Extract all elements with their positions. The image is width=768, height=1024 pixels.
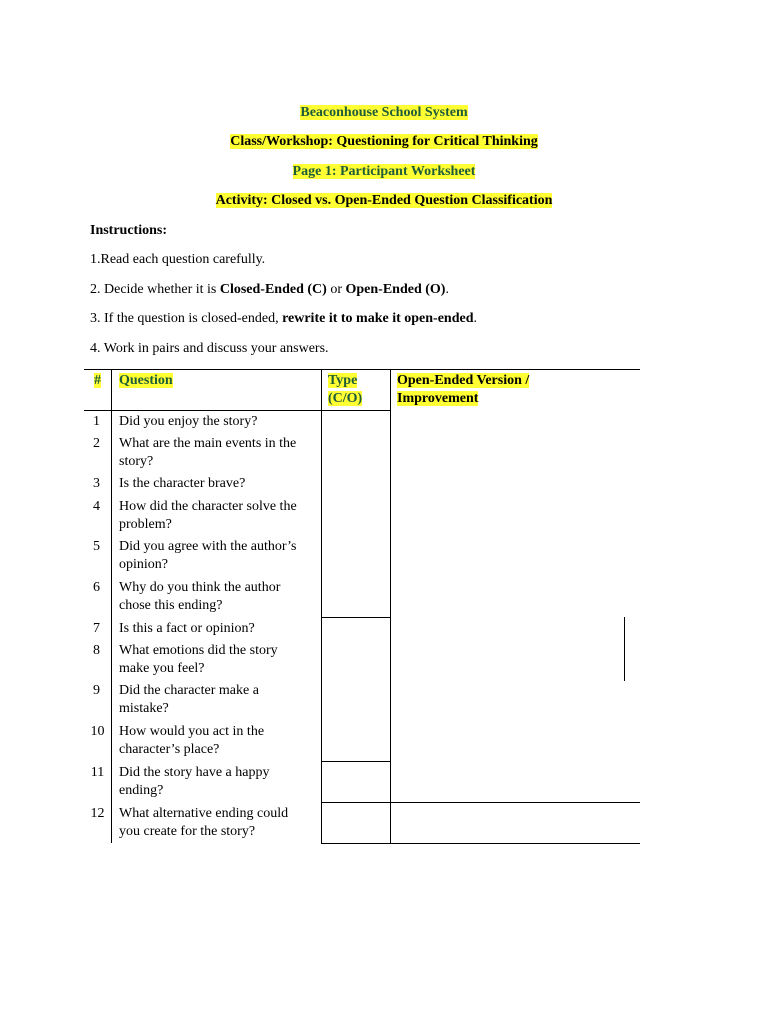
table-bottom-border	[321, 843, 640, 844]
question-text-cont: story?	[119, 454, 154, 469]
header-open-ended	[397, 372, 529, 408]
header-question	[119, 372, 173, 390]
header-num-text: #	[94, 373, 101, 388]
header-type-line2: (C/O)	[328, 391, 363, 406]
question-text: Is this a fact or opinion?	[119, 621, 255, 636]
row-number: 1	[93, 414, 100, 429]
row-question	[119, 620, 319, 638]
header-type-line1: Type	[328, 373, 358, 388]
instruction-step-2	[90, 281, 449, 299]
school-name-text: Beaconhouse School System	[300, 105, 468, 120]
row-number: 6	[93, 580, 100, 595]
row-question	[119, 435, 319, 471]
question-text: Did you agree with the author’s	[119, 539, 297, 554]
header-bottom-border	[84, 410, 390, 411]
question-text: Did the character make a	[119, 683, 259, 698]
step3-end: .	[473, 311, 477, 326]
instruction-step-1: 1.Read each question carefully.	[90, 252, 266, 267]
row-number: 10	[90, 724, 105, 739]
row-number: 2	[93, 436, 100, 451]
page-title-text: Page 1: Participant Worksheet	[292, 164, 476, 179]
row-number: 4	[93, 499, 100, 514]
row-number: 3	[93, 476, 100, 491]
instruction-step-3	[90, 310, 477, 328]
question-text: Why do you think the author	[119, 580, 281, 595]
row-question	[119, 682, 319, 718]
question-text: Did you enjoy the story?	[119, 414, 258, 429]
step3-bold: rewrite it to make it open-ended	[282, 311, 474, 326]
row-11-bottom-border	[321, 802, 640, 803]
header-question-text: Question	[119, 373, 173, 388]
question-text: How would you act in the	[119, 724, 265, 739]
class-workshop-title	[0, 133, 768, 151]
instructions-heading: Instructions:	[90, 223, 168, 238]
question-text-cont: opinion?	[119, 557, 168, 572]
instruction-step-4: 4. Work in pairs and discuss your answers.	[90, 341, 329, 356]
row-question	[119, 642, 319, 678]
header-type	[328, 372, 362, 408]
question-text-cont: problem?	[119, 517, 172, 532]
question-text: Did the story have a happy	[119, 765, 270, 780]
class-workshop-text: Class/Workshop: Questioning for Critical Thinking	[230, 134, 538, 149]
row-question	[119, 498, 319, 534]
header-num	[84, 372, 111, 390]
question-text: How did the character solve the	[119, 499, 297, 514]
header-open-line2: Improvement	[397, 391, 479, 406]
type-cell-border-a	[321, 617, 390, 618]
row-number: 9	[93, 683, 100, 698]
row-question	[119, 413, 319, 431]
step2-open: Open-Ended (O)	[345, 282, 446, 297]
question-text-cont: chose this ending?	[119, 598, 223, 613]
question-text: What emotions did the story	[119, 643, 278, 658]
type-cell-border-b	[321, 761, 390, 762]
row-number: 5	[93, 539, 100, 554]
question-text-cont: mistake?	[119, 701, 169, 716]
row-question	[119, 723, 319, 759]
activity-title	[0, 192, 768, 210]
question-column-divider	[321, 369, 322, 844]
table-top-border	[84, 369, 640, 370]
question-text-cont: character’s place?	[119, 742, 220, 757]
step2-end: .	[445, 282, 449, 297]
question-text-cont: make you feel?	[119, 661, 205, 676]
row-question	[119, 475, 319, 493]
row-number: 11	[90, 765, 105, 780]
row-number: 12	[90, 806, 105, 821]
question-text-cont: you create for the story?	[119, 824, 256, 839]
stray-vertical-mark	[624, 617, 625, 681]
row-question	[119, 805, 319, 841]
row-question	[119, 538, 319, 574]
header-open-line1: Open-Ended Version /	[397, 373, 530, 388]
row-question	[119, 579, 319, 615]
step2-or: or	[326, 282, 346, 297]
row-question	[119, 764, 319, 800]
type-column-divider	[390, 369, 391, 844]
page-title	[0, 163, 768, 181]
step3-prefix: 3. If the question is closed-ended,	[90, 311, 283, 326]
row-number: 7	[93, 621, 100, 636]
question-text: What alternative ending could	[119, 806, 289, 821]
school-name	[0, 104, 768, 122]
step2-prefix: 2. Decide whether it is	[90, 282, 220, 297]
activity-title-text: Activity: Closed vs. Open-Ended Question Classification	[215, 193, 553, 208]
classification-table	[84, 369, 640, 845]
question-text: What are the main events in the	[119, 436, 297, 451]
question-text-cont: ending?	[119, 783, 164, 798]
num-column-divider	[111, 369, 112, 843]
question-text: Is the character brave?	[119, 476, 246, 491]
step2-closed: Closed-Ended (C)	[219, 282, 327, 297]
row-number: 8	[93, 643, 100, 658]
